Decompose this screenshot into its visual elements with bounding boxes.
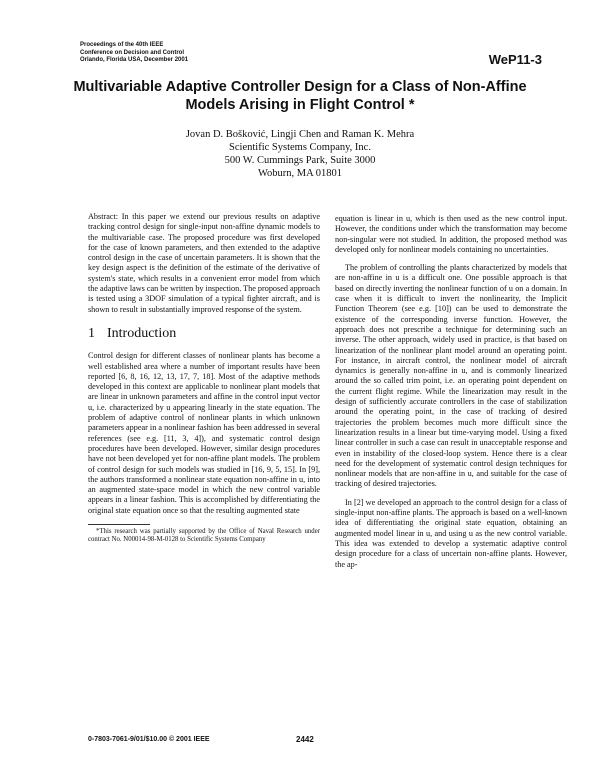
section-number: 1 [88, 325, 95, 341]
session-code: WeP11-3 [488, 52, 542, 67]
footnote: *This research was partially supported by the Office of Naval Research under contract No. N00014-98-M-0128 to Scientific Systems Company [88, 528, 320, 544]
body-paragraph: The problem of controlling the plants characterized by models that are non-affine in u is a difficult one. One possible approach is that based on directly inverting the nonlinear function of u on a domain. In case when it is difficult to invert the nonlinearity, the Implicit Function Theorem (see e.g. [10]) can be used to demonstrate the existence of the corresponding inverse function. However, the approach does not prescribe a technique for determining such an inverse. The other approach, widely used in practice, is that based on linearization of the nonlinear plant model around an operating point. For instance, in aircraft control, the nonlinear model of aircraft dynamics is generally non-affine in u, and is commonly linearized around the so called trim point, i.e. an operating point dependent on the current flight regime. While the linearization may result in the design of sufficiently accurate controllers in the case of stabilization around the operating point, in the case of tracking of desired trajectories the problem becomes much more difficult since the linearization results in a linear but time-varying model. Using a fixed linear controller in such a case can result in unacceptable response and even in instability of the closed-loop system. Hence there is a clear need for the development of systematic control design techniques for nonlinear models that are non-affine in u, and suitable for the case of tracking of desired trajectories. [335, 263, 567, 489]
left-column [88, 212, 320, 544]
isbn-line: 0-7803-7061-9/01/$10.00 © 2001 IEEE [88, 736, 210, 743]
right-column [335, 214, 567, 578]
page-number: 2442 [296, 735, 314, 744]
body-paragraph: equation is linear in u, which is then used as the new control input. However, the conditions under which the transformation may become non-singular were not studied. In addition, the proposed method was developed only for nonlinear models containing no uncertainties. [335, 214, 567, 254]
address-line: 500 W. Cummings Park, Suite 3000 [224, 155, 376, 166]
affiliation: Scientific Systems Company, Inc. [229, 142, 371, 153]
conference-line: Orlando, Florida USA, December 2001 [80, 57, 189, 63]
footnote-rule [88, 524, 150, 525]
address-line: Woburn, MA 01801 [257, 168, 343, 179]
conference-line: Conference on Decision and Control [80, 49, 185, 56]
section-title: Introduction [107, 325, 177, 341]
conference-line: Proceedings of the 40th IEEE [80, 42, 164, 48]
paper-title: Multivariable Adaptive Controller Design for a Class of Non-Affine Models Arising in Flight Control * [73, 79, 527, 113]
conference-info [80, 42, 188, 65]
author-block [60, 128, 540, 180]
body-paragraph: Control design for different classes of nonlinear plants has become a well established area where a number of important results have been reported [6, 8, 16, 12, 13, 17, 7, 18]. Most of the adaptive methods developed in this context are applicable to nonlinear plant models that are linear in unknown parameters and affine in the control input vector u, i.e. characterized by u appearing linearly in the state equation. The problem of adaptive control of nonlinear plants in which unknown parameters appear in a nonlinear fashion has been addressed in several references (see e.g. [11, 3, 4]), and systematic control design procedures have been developed. However, similar design procedures have not been developed yet for non-affine plant models. The problem of control design for such models was studied in [16, 9, 5, 15]. In [9], the authors transformed a nonlinear state equation non-affine in u, into an augmented state-space model in which the new control variable appears in a linear fashion. This is accomplished by differentiating the original state equation once so that the resulting augmented state [88, 351, 320, 515]
author-names: Jovan D. Bošković, Lingji Chen and Raman K. Mehra [185, 129, 415, 140]
section-heading [88, 325, 320, 341]
abstract: Abstract: In this paper we extend our previous results on adaptive tracking control design for single-input non-affine dynamic models to the multivariable case. The proposed procedure was first developed for the case of known parameters, and then extended to the adaptive control design in the case of uncertain parameters. It is shown that the key design aspect is the definition of the estimate of the derivative of system's state, which results in a convenient error model from which the adaptive laws can be written by inspection. The proposed approach is tested using a 3DOF simulation of a typical fighter aircraft, and is shown to result in substantially improved response of the system. [88, 212, 320, 314]
body-paragraph: In [2] we developed an approach to the control design for a class of single-input non-affine plants. The approach is based on a well-known idea of differentiating the original state equation, obtaining an augmented model linear in u, and using u as the new control variable. This idea was extended to develop a systematic adaptive control design procedure for a class of uncertain non-affine plants. However, the ap- [335, 497, 567, 569]
